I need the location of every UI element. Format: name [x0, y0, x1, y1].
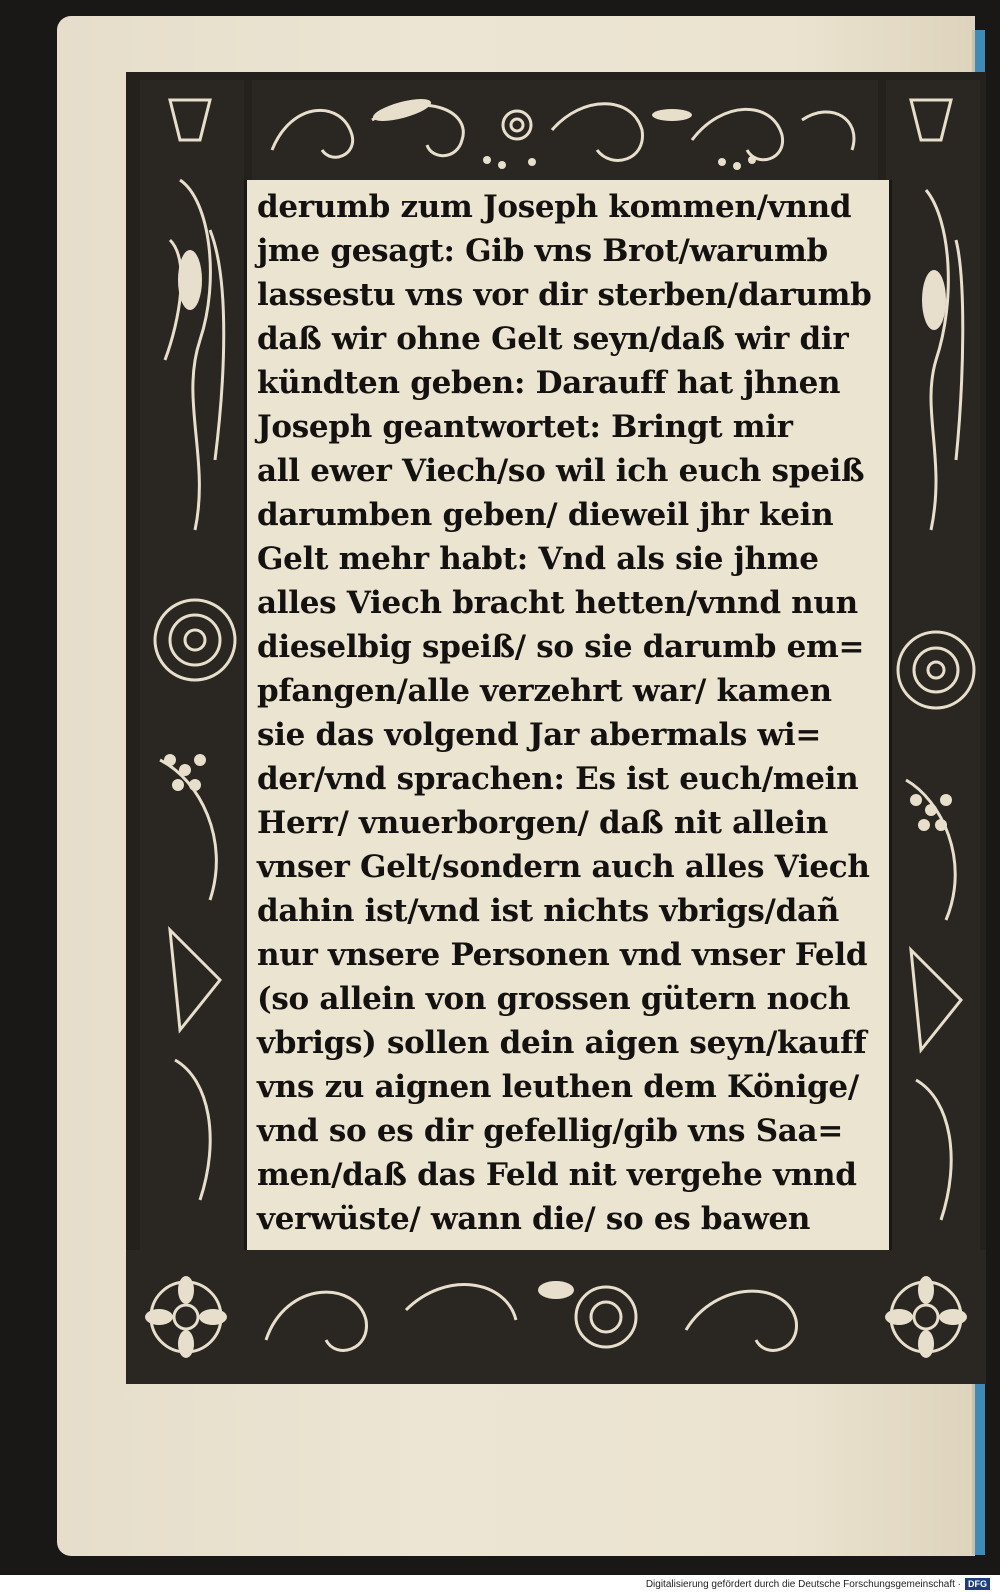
text-line: vnser Gelt/sondern auch alles Viech	[257, 849, 870, 885]
text-line: der/vnd sprachen: Es ist euch/mein	[257, 761, 859, 797]
left-ornament-column	[140, 80, 244, 1250]
text-line: vnd so es dir gefellig/gib vns Saa=	[257, 1113, 844, 1149]
text-line: dieselbig speiß/ so sie darumb em=	[257, 629, 865, 665]
text-line: dahin ist/vnd ist nichts vbrigs/dañ	[257, 893, 839, 929]
text-line: vns zu aignen leuthen dem Könige/	[257, 1069, 859, 1105]
text-line: vbrigs) sollen dein aigen seyn/kauff	[257, 1025, 867, 1061]
text-line: lassestu vns vor dir sterben/darumb	[257, 277, 872, 313]
credit-text: Digitalisierung gefördert durch die Deutsche Forschungsgemeinschaft ·	[645, 1579, 961, 1590]
text-line: darumben geben/ dieweil jhr kein	[257, 497, 834, 533]
text-line: pfangen/alle verzehrt war/ kamen	[257, 673, 832, 709]
text-line: all ewer Viech/so wil ich euch speiß	[257, 453, 865, 489]
text-line: (so allein von grossen gütern noch	[257, 981, 851, 1017]
text-line: nur vnsere Personen vnd vnser Feld	[257, 937, 868, 973]
digitization-credit	[580, 1576, 990, 1594]
right-ornament-column	[886, 80, 980, 1250]
text-line: Joseph geantwortet: Bringt mir	[257, 409, 793, 445]
top-ornament-band	[252, 80, 878, 180]
text-line: derumb zum Joseph kommen/vnnd	[257, 189, 852, 225]
text-block	[244, 180, 892, 1250]
text-line: alles Viech bracht hetten/vnnd nun	[257, 585, 858, 621]
dfg-logo: DFG	[965, 1578, 990, 1590]
bottom-ornament-band	[126, 1250, 986, 1384]
text-line: sie das volgend Jar abermals wi=	[257, 717, 822, 753]
text-line: Herr/ vnuerborgen/ daß nit allein	[257, 805, 828, 841]
text-line: verwüste/ wann die/ so es bawen	[257, 1201, 811, 1237]
text-line: Gelt mehr habt: Vnd als sie jhme	[257, 541, 819, 577]
text-line: men/daß das Feld nit vergehe vnnd	[257, 1157, 857, 1193]
text-line: daß wir ohne Gelt seyn/daß wir dir	[257, 321, 849, 357]
text-line: kündten geben: Darauff hat jhnen	[257, 365, 841, 401]
text-line: jme gesagt: Gib vns Brot/warumb	[257, 233, 828, 269]
